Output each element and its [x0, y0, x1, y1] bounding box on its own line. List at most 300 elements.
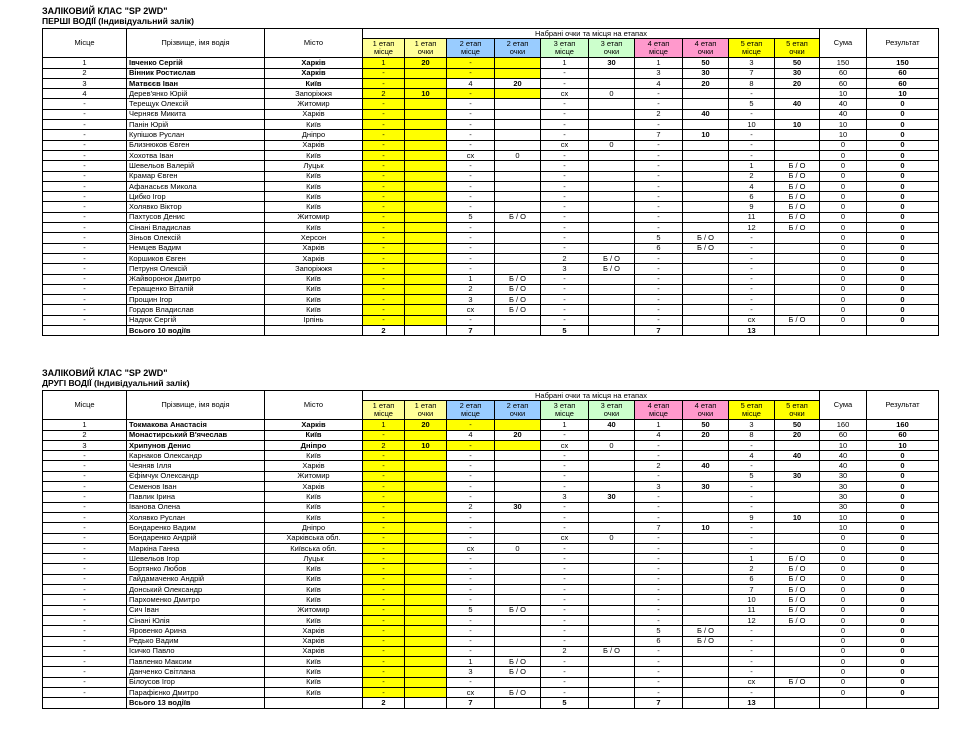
cell-s1-points	[405, 99, 447, 109]
cell-s5-place: 5	[729, 99, 775, 109]
cell-s1-place: -	[363, 295, 405, 305]
cell-s3-points: 0	[589, 140, 635, 150]
total-stage-3-count: 5	[541, 326, 589, 336]
total-stage-1-count: 2	[363, 698, 405, 708]
cell-city: Харків	[265, 109, 363, 119]
table-row	[43, 667, 939, 677]
cell-city: Харків	[265, 461, 363, 471]
cell-s4-place: -	[635, 512, 683, 522]
cell-s1-place: -	[363, 677, 405, 687]
header-stage-kind: місце	[374, 47, 393, 57]
cell-s1-place: -	[363, 626, 405, 636]
cell-s1-points	[405, 243, 447, 253]
cell-s4-points	[683, 564, 729, 574]
header-stage-label: 4 етап	[694, 39, 717, 49]
cell-s1-place: -	[363, 636, 405, 646]
header-stage-1-place	[363, 401, 405, 420]
cell-sum: 0	[820, 284, 867, 294]
cell-s5-place: -	[729, 657, 775, 667]
cell-result: 60	[867, 78, 939, 88]
cell-result: 0	[867, 564, 939, 574]
cell-s1-place: -	[363, 595, 405, 605]
cell-s4-points	[683, 150, 729, 160]
header-stages: Набрані очки та місця на етапах	[363, 391, 820, 401]
cell-place: -	[43, 461, 127, 471]
total-row	[43, 698, 939, 708]
cell-s4-place: -	[635, 554, 683, 564]
table-row	[43, 315, 939, 325]
cell-result: 0	[867, 657, 939, 667]
cell-s2-points	[495, 420, 541, 430]
cell-s2-place: -	[447, 233, 495, 243]
cell-s5-place: -	[729, 440, 775, 450]
cell-s5-points	[775, 461, 820, 471]
cell-sum: 0	[820, 233, 867, 243]
table-row	[43, 657, 939, 667]
header-stage-5-place	[729, 39, 775, 58]
cell-place: -	[43, 471, 127, 481]
cell-s3-place: -	[541, 677, 589, 687]
cell-name: Шевельов Валерій	[127, 161, 265, 171]
cell-name: Хохотва Іван	[127, 150, 265, 160]
cell-s4-points	[683, 543, 729, 553]
cell-s4-points	[683, 677, 729, 687]
cell-s4-place: -	[635, 667, 683, 677]
cell-s3-points	[589, 482, 635, 492]
cell-s5-place: -	[729, 295, 775, 305]
cell-s1-points	[405, 253, 447, 263]
cell-s3-points	[589, 274, 635, 284]
cell-s5-place: -	[729, 253, 775, 263]
table-row	[43, 554, 939, 564]
table-row	[43, 430, 939, 440]
table-row	[43, 688, 939, 698]
cell-s2-points	[495, 461, 541, 471]
cell-s2-place: -	[447, 564, 495, 574]
cell-place: -	[43, 223, 127, 233]
section-subtitle: ПЕРШІ ВОДІЇ (Індивідуальний залік)	[42, 16, 194, 26]
table-row	[43, 99, 939, 109]
cell-result: 0	[867, 605, 939, 615]
table-row	[43, 605, 939, 615]
cell-city: Харків	[265, 58, 363, 68]
cell-s2-points	[495, 636, 541, 646]
cell-name: Терещук Олексій	[127, 99, 265, 109]
cell-s1-place: -	[363, 492, 405, 502]
table-row	[43, 78, 939, 88]
cell-result: 0	[867, 109, 939, 119]
cell-s5-points: 40	[775, 99, 820, 109]
cell-city: Київ	[265, 657, 363, 667]
cell-result: 0	[867, 688, 939, 698]
cell-s2-place: 2	[447, 284, 495, 294]
cell-s1-place: -	[363, 502, 405, 512]
cell-s4-place: -	[635, 253, 683, 263]
cell-s4-place: -	[635, 223, 683, 233]
cell-s1-place: -	[363, 523, 405, 533]
cell-s1-points	[405, 181, 447, 191]
cell-sum: 40	[820, 99, 867, 109]
total-empty	[820, 326, 867, 336]
header-stage-2-points	[495, 401, 541, 420]
cell-s2-points	[495, 89, 541, 99]
cell-s3-place: сх	[541, 440, 589, 450]
cell-city: Київ	[265, 492, 363, 502]
header-stage-kind: місце	[555, 47, 574, 57]
header-stage-label: 4 етап	[694, 401, 717, 411]
cell-s3-place: -	[541, 305, 589, 315]
cell-s3-points	[589, 688, 635, 698]
cell-sum: 0	[820, 274, 867, 284]
cell-place: -	[43, 543, 127, 553]
cell-s1-points	[405, 492, 447, 502]
header-stage-5-place	[729, 401, 775, 420]
cell-s4-place: -	[635, 595, 683, 605]
cell-s4-points: 50	[683, 420, 729, 430]
cell-s1-place: -	[363, 120, 405, 130]
cell-sum: 0	[820, 295, 867, 305]
cell-sum: 0	[820, 564, 867, 574]
cell-s1-points	[405, 605, 447, 615]
cell-s4-points	[683, 212, 729, 222]
cell-s3-place: -	[541, 130, 589, 140]
cell-name: Вінник Ростислав	[127, 68, 265, 78]
cell-s5-points	[775, 243, 820, 253]
cell-s5-place: 6	[729, 192, 775, 202]
cell-s2-place: -	[447, 482, 495, 492]
cell-place: -	[43, 150, 127, 160]
total-row	[43, 326, 939, 336]
table-row	[43, 543, 939, 553]
cell-s2-points: Б / О	[495, 284, 541, 294]
cell-s4-points	[683, 140, 729, 150]
cell-s5-place: -	[729, 264, 775, 274]
cell-s4-points	[683, 202, 729, 212]
cell-city: Київ	[265, 667, 363, 677]
cell-s5-place: -	[729, 636, 775, 646]
table-row	[43, 120, 939, 130]
header-stage-label: 2 етап	[459, 39, 482, 49]
cell-s2-points: 30	[495, 502, 541, 512]
cell-s1-place: 1	[363, 420, 405, 430]
cell-sum: 10	[820, 523, 867, 533]
header-stage-1-points	[405, 401, 447, 420]
cell-place: -	[43, 305, 127, 315]
cell-s5-points: Б / О	[775, 223, 820, 233]
header-result: Результат	[867, 391, 939, 420]
cell-s1-points	[405, 595, 447, 605]
cell-name: Купішов Руслан	[127, 130, 265, 140]
cell-result: 160	[867, 420, 939, 430]
cell-s3-place: -	[541, 68, 589, 78]
cell-s1-points	[405, 512, 447, 522]
cell-s1-points	[405, 305, 447, 315]
cell-s2-points	[495, 482, 541, 492]
header-stage-kind: місце	[742, 409, 761, 419]
cell-s5-place: -	[729, 646, 775, 656]
cell-s5-place: 11	[729, 212, 775, 222]
cell-s4-points: 20	[683, 78, 729, 88]
cell-s3-points	[589, 585, 635, 595]
cell-city: Київ	[265, 78, 363, 88]
cell-s2-place: -	[447, 202, 495, 212]
cell-city: Київ	[265, 295, 363, 305]
cell-sum: 0	[820, 605, 867, 615]
cell-result: 0	[867, 130, 939, 140]
cell-place: 3	[43, 78, 127, 88]
cell-s3-points	[589, 68, 635, 78]
cell-s3-points: Б / О	[589, 253, 635, 263]
header-stage-label: 1 етап	[414, 401, 437, 411]
cell-s5-points: 20	[775, 78, 820, 88]
cell-s1-place: -	[363, 253, 405, 263]
cell-city: Ірпінь	[265, 315, 363, 325]
cell-s4-points	[683, 595, 729, 605]
cell-s5-points	[775, 233, 820, 243]
cell-s4-place: -	[635, 202, 683, 212]
cell-s1-points	[405, 523, 447, 533]
cell-s3-points	[589, 512, 635, 522]
header-stage-kind: очки	[697, 47, 714, 57]
cell-s2-place: -	[447, 315, 495, 325]
cell-s3-points	[589, 574, 635, 584]
total-empty	[265, 698, 363, 708]
cell-s5-points	[775, 89, 820, 99]
cell-s3-points	[589, 284, 635, 294]
cell-name: Бондаренко Вадим	[127, 523, 265, 533]
cell-sum: 30	[820, 492, 867, 502]
header-result: Результат	[867, 29, 939, 58]
cell-s5-place: 4	[729, 181, 775, 191]
cell-city: Київ	[265, 595, 363, 605]
cell-s5-points	[775, 626, 820, 636]
cell-result: 0	[867, 192, 939, 202]
cell-s3-place: -	[541, 605, 589, 615]
cell-result: 0	[867, 626, 939, 636]
cell-s2-points	[495, 120, 541, 130]
cell-place: -	[43, 688, 127, 698]
cell-s5-points	[775, 657, 820, 667]
cell-s1-place: -	[363, 109, 405, 119]
cell-name: Єфімчук Олександр	[127, 471, 265, 481]
cell-sum: 0	[820, 585, 867, 595]
cell-s2-points	[495, 533, 541, 543]
cell-s3-place: -	[541, 585, 589, 595]
cell-city: Київ	[265, 284, 363, 294]
total-empty	[589, 698, 635, 708]
cell-s2-place: -	[447, 615, 495, 625]
cell-s5-place: 4	[729, 451, 775, 461]
cell-s2-points: Б / О	[495, 274, 541, 284]
cell-s1-points	[405, 615, 447, 625]
header-stage-label: 5 етап	[740, 39, 763, 49]
cell-s1-place: -	[363, 512, 405, 522]
cell-s1-points	[405, 120, 447, 130]
table-row	[43, 595, 939, 605]
cell-s3-place: -	[541, 574, 589, 584]
cell-s3-place: -	[541, 171, 589, 181]
header-stages: Набрані очки та місця на етапах	[363, 29, 820, 39]
total-label: Всього 13 водіїв	[127, 698, 265, 708]
cell-place: -	[43, 533, 127, 543]
cell-s2-place: -	[447, 585, 495, 595]
cell-s5-place: 1	[729, 554, 775, 564]
cell-sum: 0	[820, 677, 867, 687]
cell-s4-place: 3	[635, 482, 683, 492]
cell-sum: 40	[820, 451, 867, 461]
cell-s1-points	[405, 161, 447, 171]
cell-place: -	[43, 523, 127, 533]
total-empty	[265, 326, 363, 336]
cell-s2-points: 20	[495, 78, 541, 88]
cell-s4-place: 7	[635, 523, 683, 533]
cell-name: Ісичко Павло	[127, 646, 265, 656]
cell-s5-points: Б / О	[775, 564, 820, 574]
header-name: Прізвище, імя водія	[127, 391, 265, 420]
cell-s2-place: -	[447, 264, 495, 274]
cell-s4-place: -	[635, 502, 683, 512]
total-empty	[683, 326, 729, 336]
cell-s3-points: Б / О	[589, 646, 635, 656]
cell-place: 2	[43, 68, 127, 78]
cell-s5-points: 50	[775, 58, 820, 68]
cell-sum: 0	[820, 615, 867, 625]
cell-s2-place: -	[447, 420, 495, 430]
cell-s1-points	[405, 171, 447, 181]
cell-s1-place: -	[363, 284, 405, 294]
cell-s3-place: 1	[541, 58, 589, 68]
cell-s3-points	[589, 451, 635, 461]
cell-name: Пархоменко Дмитро	[127, 595, 265, 605]
cell-name: Чеяняв Ілля	[127, 461, 265, 471]
header-place: Місце	[43, 29, 127, 58]
table-row	[43, 264, 939, 274]
cell-place: -	[43, 212, 127, 222]
cell-result: 0	[867, 253, 939, 263]
cell-s4-points	[683, 646, 729, 656]
cell-s3-points	[589, 243, 635, 253]
cell-s5-points	[775, 523, 820, 533]
cell-s1-points: 20	[405, 420, 447, 430]
cell-city: Херсон	[265, 233, 363, 243]
total-empty	[867, 326, 939, 336]
cell-place: 2	[43, 430, 127, 440]
cell-s5-points: Б / О	[775, 315, 820, 325]
cell-s3-points	[589, 161, 635, 171]
cell-sum: 0	[820, 595, 867, 605]
cell-s4-points	[683, 533, 729, 543]
cell-name: Данченко Світлана	[127, 667, 265, 677]
cell-s5-points	[775, 284, 820, 294]
cell-s3-points	[589, 554, 635, 564]
cell-s3-points	[589, 315, 635, 325]
cell-name: Маркіна Ганна	[127, 543, 265, 553]
cell-place: -	[43, 253, 127, 263]
cell-s3-place: -	[541, 295, 589, 305]
cell-name: Крамар Євген	[127, 171, 265, 181]
cell-s1-points	[405, 430, 447, 440]
cell-s1-points	[405, 109, 447, 119]
table-row	[43, 233, 939, 243]
cell-sum: 0	[820, 223, 867, 233]
table-row	[43, 202, 939, 212]
cell-s2-place: -	[447, 120, 495, 130]
cell-s5-points: Б / О	[775, 212, 820, 222]
cell-s5-points: Б / О	[775, 574, 820, 584]
cell-s2-points	[495, 615, 541, 625]
cell-result: 0	[867, 595, 939, 605]
cell-s5-points	[775, 502, 820, 512]
header-stage-kind: очки	[697, 409, 714, 419]
cell-s2-points	[495, 585, 541, 595]
cell-s1-points	[405, 574, 447, 584]
cell-s2-points	[495, 471, 541, 481]
cell-s4-points	[683, 274, 729, 284]
cell-s3-place: 1	[541, 420, 589, 430]
cell-s2-place: -	[447, 574, 495, 584]
cell-s2-place: -	[447, 471, 495, 481]
cell-s5-points	[775, 646, 820, 656]
cell-s3-place: -	[541, 595, 589, 605]
cell-result: 0	[867, 99, 939, 109]
cell-sum: 0	[820, 192, 867, 202]
cell-s4-points	[683, 284, 729, 294]
header-stage-4-points	[683, 401, 729, 420]
cell-s1-points	[405, 688, 447, 698]
cell-name: Семенов Іван	[127, 482, 265, 492]
cell-sum: 0	[820, 264, 867, 274]
total-stage-2-count: 7	[447, 698, 495, 708]
cell-s2-place: -	[447, 626, 495, 636]
section-title: ЗАЛІКОВИЙ КЛАС "SP 2WD"	[42, 368, 168, 378]
cell-s4-points: 30	[683, 68, 729, 78]
cell-result: 0	[867, 636, 939, 646]
cell-s5-points: Б / О	[775, 554, 820, 564]
cell-s2-points	[495, 171, 541, 181]
cell-s2-place: -	[447, 595, 495, 605]
cell-s3-place: 2	[541, 253, 589, 263]
cell-s1-place: 2	[363, 89, 405, 99]
cell-name: Цибко Ігор	[127, 192, 265, 202]
total-stage-4-count: 7	[635, 698, 683, 708]
cell-city: Харків	[265, 253, 363, 263]
cell-s1-place: -	[363, 202, 405, 212]
header-stage-label: 2 етап	[506, 39, 529, 49]
cell-s1-place: -	[363, 305, 405, 315]
cell-city: Житомир	[265, 471, 363, 481]
cell-s5-points	[775, 295, 820, 305]
cell-sum: 0	[820, 140, 867, 150]
cell-name: Надюк Сергій	[127, 315, 265, 325]
cell-s4-points	[683, 585, 729, 595]
cell-city: Житомир	[265, 605, 363, 615]
cell-s4-place: 1	[635, 58, 683, 68]
cell-s2-points: Б / О	[495, 305, 541, 315]
cell-s2-place: -	[447, 492, 495, 502]
cell-sum: 0	[820, 657, 867, 667]
cell-city: Київ	[265, 502, 363, 512]
cell-s1-place: -	[363, 233, 405, 243]
cell-s1-points	[405, 295, 447, 305]
section-first-drivers	[42, 6, 920, 336]
cell-s5-place: сх	[729, 315, 775, 325]
cell-s2-place: 1	[447, 657, 495, 667]
cell-s5-place: 7	[729, 585, 775, 595]
table-row	[43, 89, 939, 99]
cell-place: -	[43, 140, 127, 150]
cell-s4-points	[683, 295, 729, 305]
cell-s3-place: -	[541, 461, 589, 471]
